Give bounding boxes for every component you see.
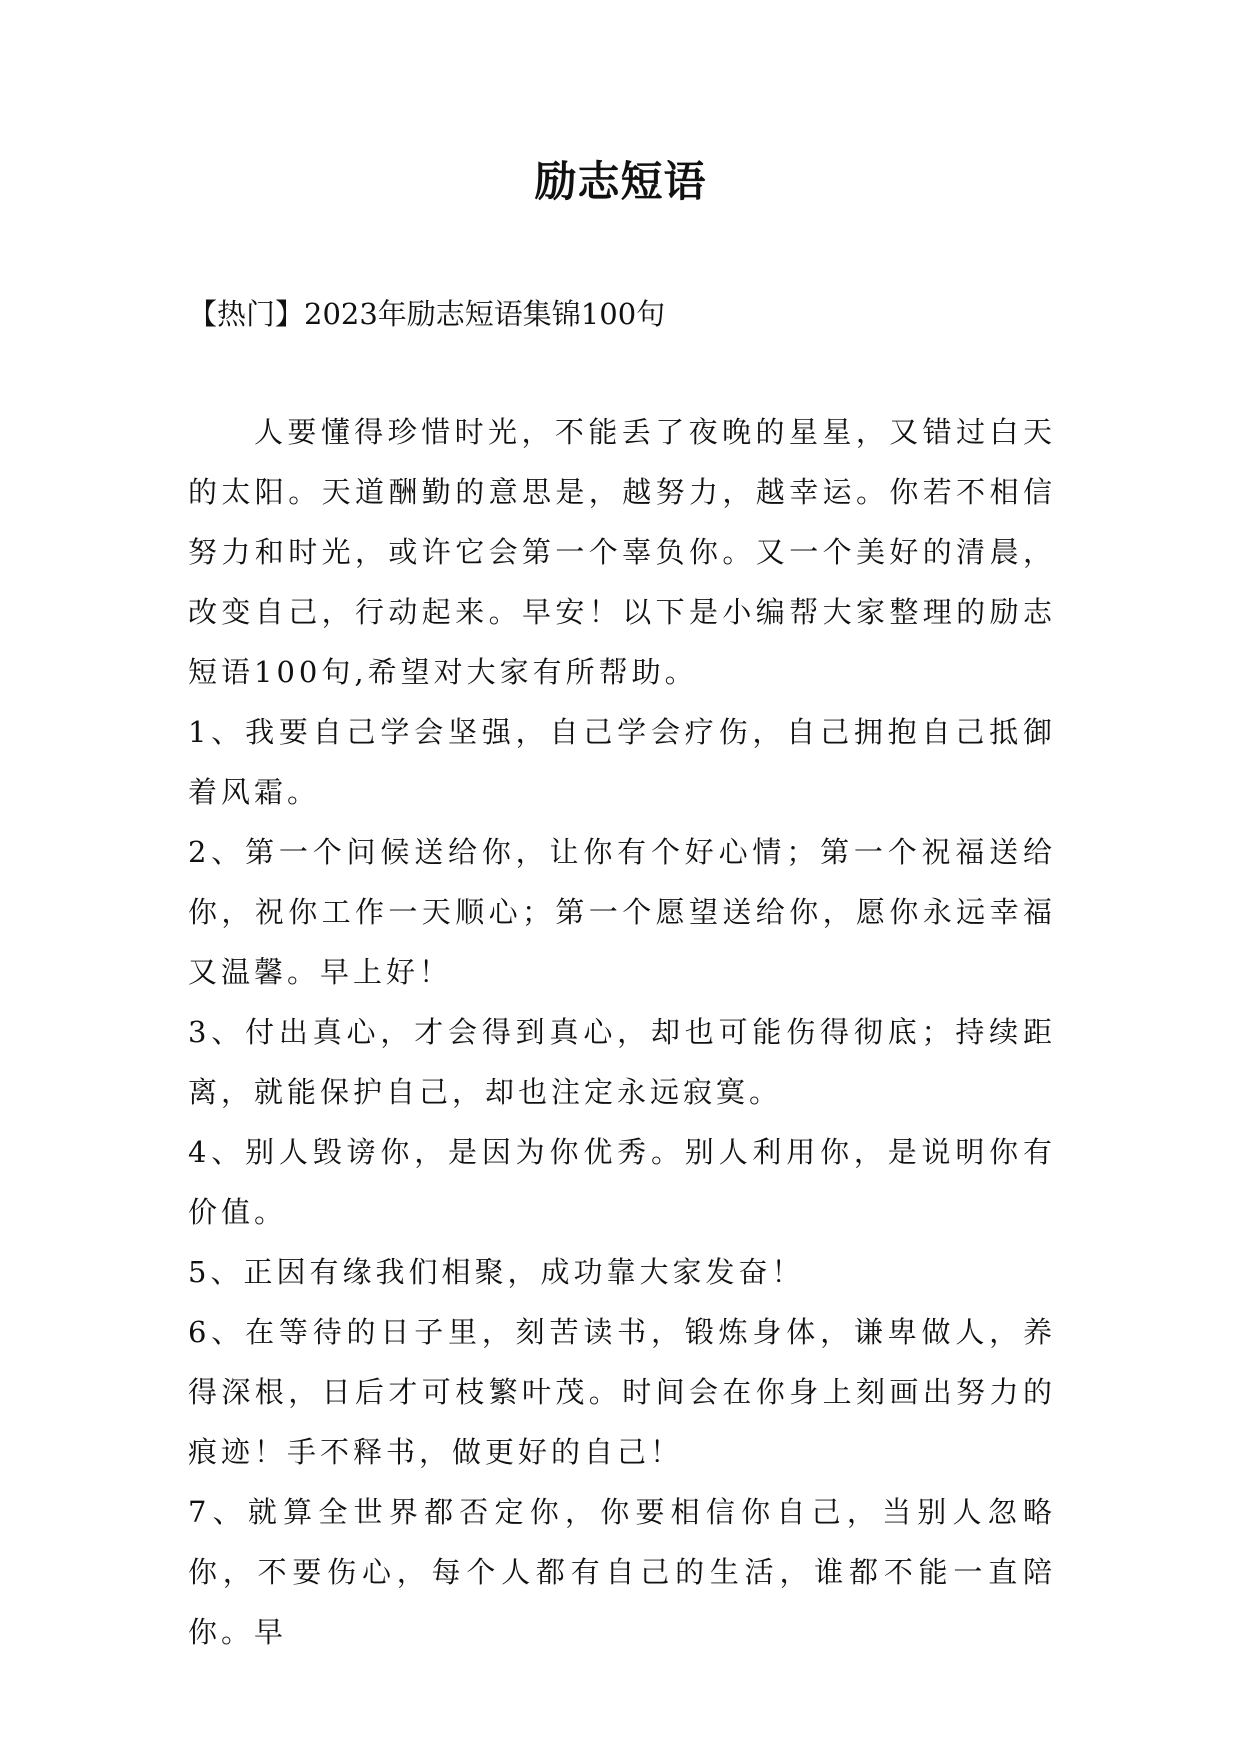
document-title: 励志短语 (534, 157, 707, 206)
list-item: 3、付出真心，才会得到真心，却也可能伤得彻底；持续距离，就能保护自己，却也注定永远寂寞。 (188, 1015, 1056, 1109)
list-item: 6、在等待的日子里，刻苦读书，锻炼身体，谦卑做人，养得深根，日后才可枝繁叶茂。时间会在你身上刻画出努力的痕迹！手不释书，做更好的自己！ (188, 1315, 1056, 1469)
document-body (188, 402, 1056, 1662)
list-item: 2、第一个问候送给你，让你有个好心情；第一个祝福送给你，祝你工作一天顺心；第一个愿望送给你，愿你永远幸福又温馨。早上好！ (188, 835, 1056, 989)
document-subtitle: 【热门】2023年励志短语集锦100句 (188, 297, 666, 331)
list-item: 4、别人毁谤你，是因为你优秀。别人利用你，是说明你有价值。 (188, 1135, 1056, 1229)
list-item: 7、就算全世界都否定你，你要相信你自己，当别人忽略你，不要伤心，每个人都有自己的生活，谁都不能一直陪你。早 (188, 1495, 1056, 1649)
intro-paragraph: 人要懂得珍惜时光，不能丢了夜晚的星星，又错过白天的太阳。天道酬勤的意思是，越努力，越幸运。你若不相信努力和时光，或许它会第一个辜负你。又一个美好的清晨，改变自己，行动起来。早安！以下是小编帮大家整理的励志短语100句,希望对大家有所帮助。 (188, 415, 1056, 689)
list-item: 5、正因有缘我们相聚，成功靠大家发奋！ (188, 1255, 805, 1289)
list-item: 1、我要自己学会坚强，自己学会疗伤，自己拥抱自己抵御着风霜。 (188, 715, 1056, 809)
